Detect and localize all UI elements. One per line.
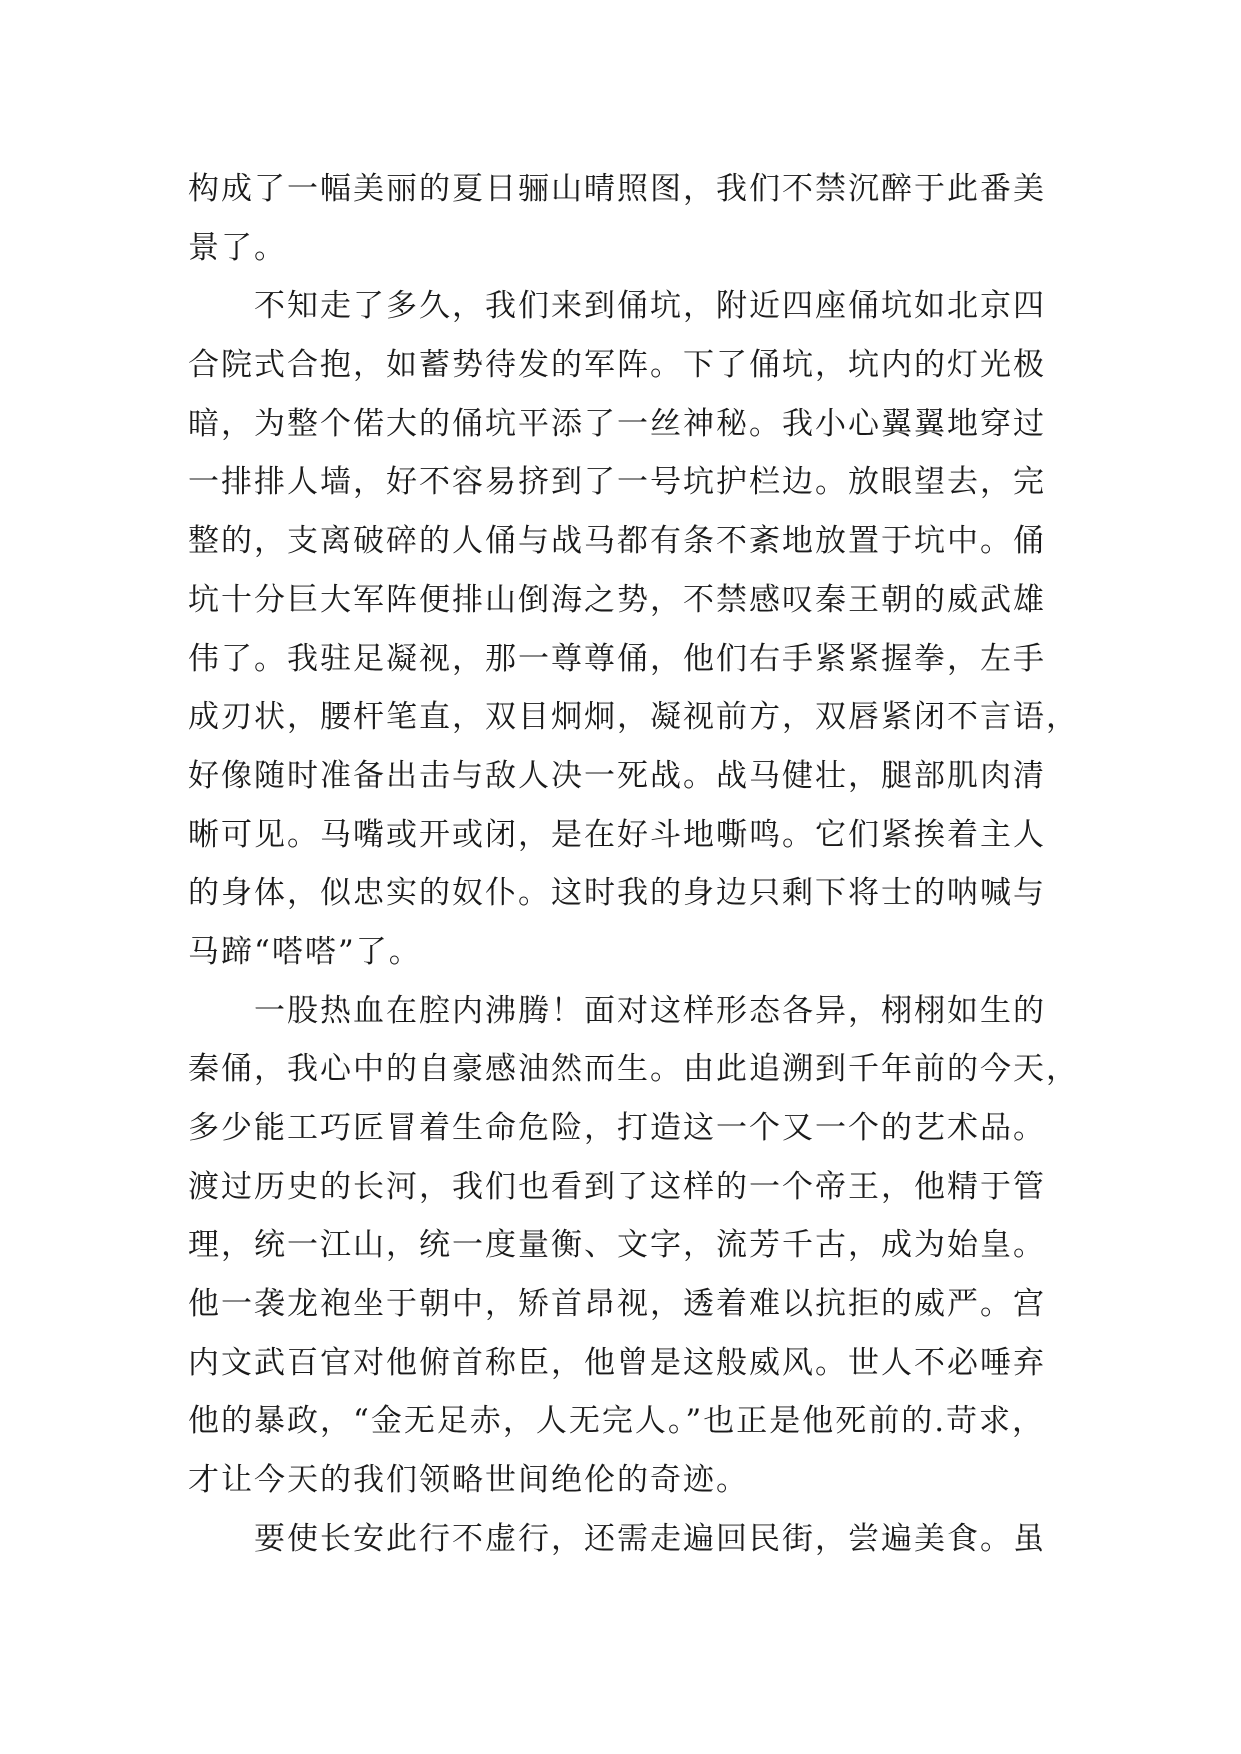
text-line: 渡过历史的长河，我们也看到了这样的一个帝王，他精于管	[188, 1168, 1046, 1205]
text-line: 暗，为整个偌大的俑坑平添了一丝神秘。我小心翼翼地穿过	[188, 405, 1046, 442]
text-line: 秦俑，我心中的自豪感油然而生。由此追溯到千年前的今天，	[188, 1051, 1079, 1088]
text-line: 景了。	[188, 229, 287, 266]
text-line: 坑十分巨大军阵便排山倒海之势，不禁感叹秦王朝的威武雄	[188, 581, 1046, 618]
text-line: 合院式合抱，如蓄势待发的军阵。下了俑坑，坑内的灯光极	[188, 347, 1046, 384]
text-line: 多少能工巧匠冒着生命危险，打造这一个又一个的艺术品。	[188, 1110, 1046, 1146]
text-line: 他的暴政，“金无足赤，人无完人。”也正是他死前的.苛求，	[188, 1403, 1046, 1440]
text-line: 才让今天的我们领略世间绝伦的奇迹。	[188, 1462, 749, 1499]
text-line: 成刃状，腰杆笔直，双目炯炯，凝视前方，双唇紧闭不言语，	[188, 699, 1079, 736]
paragraph-start-line: 一股热血在腔内沸腾！面对这样形态各异，栩栩如生的	[254, 992, 1046, 1029]
paragraph-start-line: 不知走了多久，我们来到俑坑，附近四座俑坑如北京四	[254, 288, 1046, 325]
essay-body	[188, 160, 1078, 1569]
text-line: 好像随时准备出击与敌人决一死战。战马健壮，腿部肌肉清	[188, 757, 1046, 794]
text-line: 晰可见。马嘴或开或闭，是在好斗地嘶鸣。它们紧挨着主人	[188, 816, 1046, 853]
text-line: 内文武百官对他俯首称臣，他曾是这般威风。世人不必唾弃	[188, 1344, 1046, 1381]
text-line: 一排排人墙，好不容易挤到了一号坑护栏边。放眼望去，完	[188, 464, 1046, 501]
text-line: 马蹄“嗒嗒”了。	[188, 933, 422, 970]
paragraph-start-line: 要使长安此行不虚行，还需走遍回民街，尝遍美食。虽	[254, 1520, 1046, 1557]
text-line: 的身体，似忠实的奴仆。这时我的身边只剩下将士的呐喊与	[188, 875, 1046, 912]
text-line: 整的，支离破碎的人俑与战马都有条不紊地放置于坑中。俑	[188, 523, 1046, 560]
text-line: 构成了一幅美丽的夏日骊山晴照图，我们不禁沉醉于此番美	[188, 171, 1046, 207]
text-line: 理，统一江山，统一度量衡、文字，流芳千古，成为始皇。	[188, 1227, 1046, 1264]
text-line: 他一袭龙袍坐于朝中，矫首昂视，透着难以抗拒的威严。宫	[188, 1286, 1046, 1323]
text-line: 伟了。我驻足凝视，那一尊尊俑，他们右手紧紧握拳，左手	[188, 640, 1046, 677]
